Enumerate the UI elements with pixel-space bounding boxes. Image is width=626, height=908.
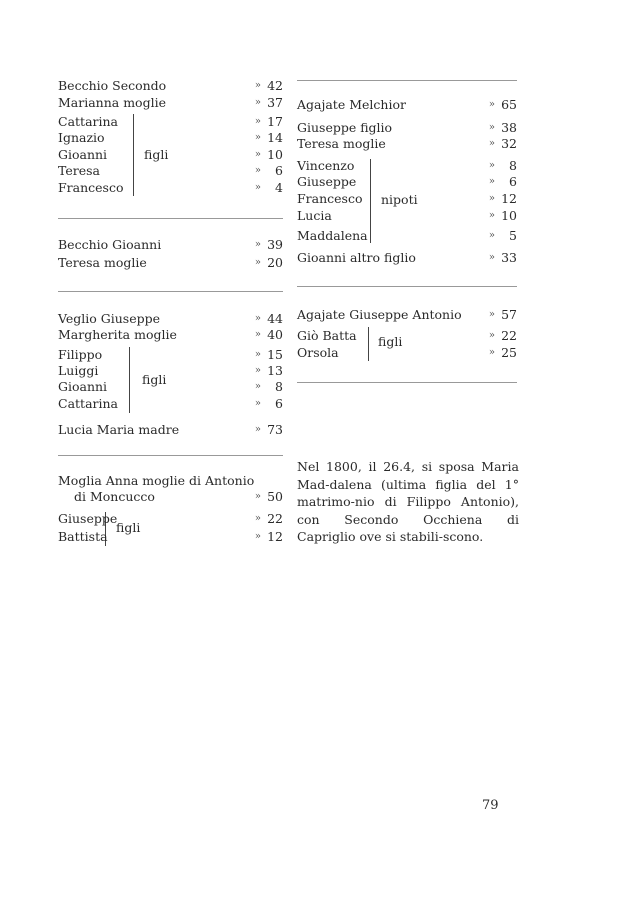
entry-age: 6 — [509, 174, 517, 189]
entry-row — [58, 326, 283, 343]
entry-age: 25 — [501, 345, 517, 360]
entry-age: 38 — [501, 120, 517, 135]
group-label: figli — [116, 520, 141, 535]
entry-age: 50 — [267, 489, 283, 504]
ditto-mark: » — [254, 116, 261, 127]
entry-row — [297, 306, 517, 323]
entry-age: 17 — [267, 114, 283, 129]
entry-age: 10 — [267, 147, 283, 162]
entry-row — [297, 344, 517, 361]
entry-row — [297, 173, 517, 190]
entry-age: 8 — [275, 379, 283, 394]
entry-age: 12 — [267, 529, 283, 544]
entry-age: 14 — [267, 130, 283, 145]
entry-name: Vincenzo — [297, 158, 355, 173]
entry-age: 39 — [267, 237, 283, 252]
entry-name: Cattarina — [58, 396, 118, 411]
ditto-mark: » — [488, 99, 495, 110]
ditto-mark: » — [488, 193, 495, 204]
ditto-mark: » — [254, 491, 261, 502]
ditto-mark: » — [254, 132, 261, 143]
entry-row — [58, 310, 283, 327]
ditto-mark: » — [254, 531, 261, 542]
entry-row — [58, 528, 283, 545]
entry-age: 15 — [267, 347, 283, 362]
entry-age: 40 — [267, 327, 283, 342]
entry-row — [297, 157, 517, 174]
ditto-mark: » — [488, 176, 495, 187]
entry-age: 13 — [267, 363, 283, 378]
entry-age: 6 — [275, 396, 283, 411]
entry-row — [297, 135, 517, 152]
ditto-mark: » — [254, 424, 261, 435]
ditto-mark: » — [488, 138, 495, 149]
entry-name: Agajate Melchior — [297, 97, 406, 112]
divider — [58, 455, 283, 456]
entry-age: 65 — [501, 97, 517, 112]
entry-age: 33 — [501, 250, 517, 265]
entry-name: Teresa — [58, 163, 101, 178]
entry-row — [58, 129, 283, 146]
entry-row — [297, 207, 517, 224]
entry-age: 22 — [501, 328, 517, 343]
entry-age: 73 — [267, 422, 283, 437]
entry-row — [297, 190, 517, 207]
ditto-mark: » — [254, 313, 261, 324]
entry-age: 32 — [501, 136, 517, 151]
entry-row — [58, 236, 283, 253]
entry-name: Cattarina — [58, 114, 118, 129]
entry-row — [297, 119, 517, 136]
entry-age: 10 — [501, 208, 517, 223]
ditto-mark: » — [488, 160, 495, 171]
ditto-mark: » — [488, 347, 495, 358]
entry-row — [58, 362, 283, 379]
entry-row — [58, 94, 283, 111]
entry-name: Lucia — [297, 208, 332, 223]
entry-name: Gioanni — [58, 379, 108, 394]
entry-row — [58, 146, 283, 163]
ditto-mark: » — [488, 330, 495, 341]
entry-row — [297, 96, 517, 113]
entry-row — [297, 249, 517, 266]
entry-name: Giuseppe — [297, 174, 357, 189]
entry-name: Francesco — [58, 180, 124, 195]
entry-name: Francesco — [297, 191, 363, 206]
entry-name: Becchio Gioanni — [58, 237, 162, 252]
entry-name: Veglio Giuseppe — [58, 311, 161, 326]
entry-age: 42 — [267, 78, 283, 93]
entry-name: Battista — [58, 529, 108, 544]
ditto-mark: » — [254, 365, 261, 376]
entry-row — [297, 327, 517, 344]
entry-age: 5 — [509, 228, 517, 243]
entry-row — [58, 395, 283, 412]
ditto-mark: » — [254, 80, 261, 91]
divider — [297, 286, 517, 287]
ditto-mark: » — [254, 398, 261, 409]
ditto-mark: » — [254, 329, 261, 340]
divider — [58, 291, 283, 292]
ditto-mark: » — [488, 122, 495, 133]
entry-age: 12 — [501, 191, 517, 206]
entry-row — [58, 346, 283, 363]
entry-name: Luiggi — [58, 363, 99, 378]
ditto-mark: » — [488, 252, 495, 263]
entry-name: Maddalena — [297, 228, 368, 243]
entry-name: Giuseppe figlio — [297, 120, 393, 135]
entry-name: Lucia Maria madre — [58, 422, 180, 437]
group-label: figli — [142, 372, 167, 387]
entry-row — [58, 77, 283, 94]
entry-age: 44 — [267, 311, 283, 326]
ditto-mark: » — [254, 381, 261, 392]
ditto-mark: » — [254, 149, 261, 160]
entry-row — [58, 113, 283, 130]
ditto-mark: » — [254, 257, 261, 268]
ditto-mark: » — [254, 165, 261, 176]
entry-name: Filippo — [58, 347, 103, 362]
entry-row — [58, 488, 283, 505]
entry-row — [58, 510, 283, 527]
entry-age: 20 — [267, 255, 283, 270]
entry-name: Margherita moglie — [58, 327, 177, 342]
entry-row — [297, 227, 517, 244]
entry-name: Ignazio — [58, 130, 105, 145]
group-label: figli — [144, 147, 169, 162]
entry-age: 37 — [267, 95, 283, 110]
ditto-mark: » — [488, 309, 495, 320]
note-paragraph: Nel 1800, il 26.4, si sposa Maria Mad-dalena (ultima figlia del 1° matrimo-nio di Filippo Antonio), con Secondo Occhiena di Capriglio ove si stabili-scono. — [297, 459, 519, 545]
entry-name: di Moncucco — [74, 489, 155, 504]
entry-age: 8 — [509, 158, 517, 173]
entry-name: Teresa moglie — [58, 255, 147, 270]
entry-name: Giò Batta — [297, 328, 357, 343]
entry-name: Moglia Anna moglie di Antonio — [58, 473, 255, 488]
entry-row — [58, 378, 283, 395]
entry-name: Gioanni altro figlio — [297, 250, 416, 265]
entry-name: Marianna moglie — [58, 95, 166, 110]
entry-name: Becchio Secondo — [58, 78, 167, 93]
divider — [58, 218, 283, 219]
ditto-mark: » — [254, 239, 261, 250]
entry-row — [58, 254, 283, 271]
entry-name: Gioanni — [58, 147, 108, 162]
ditto-mark: » — [254, 513, 261, 524]
ditto-mark: » — [488, 210, 495, 221]
group-label: figli — [378, 334, 403, 349]
entry-name: Orsola — [297, 345, 339, 360]
entry-row — [58, 472, 283, 489]
entry-row — [58, 179, 283, 196]
entry-age: 57 — [501, 307, 517, 322]
entry-name: Giuseppe — [58, 511, 118, 526]
ditto-mark: » — [254, 349, 261, 360]
ditto-mark: » — [254, 182, 261, 193]
entry-row — [58, 421, 283, 438]
entry-row — [58, 162, 283, 179]
entry-name: Agajate Giuseppe Antonio — [297, 307, 462, 322]
divider — [297, 382, 517, 383]
group-label: nipoti — [381, 192, 418, 207]
entry-age: 4 — [275, 180, 283, 195]
ditto-mark: » — [254, 97, 261, 108]
entry-age: 6 — [275, 163, 283, 178]
ditto-mark: » — [488, 230, 495, 241]
divider — [297, 80, 517, 81]
entry-age: 22 — [267, 511, 283, 526]
page-number: 79 — [482, 798, 499, 813]
entry-name: Teresa moglie — [297, 136, 386, 151]
